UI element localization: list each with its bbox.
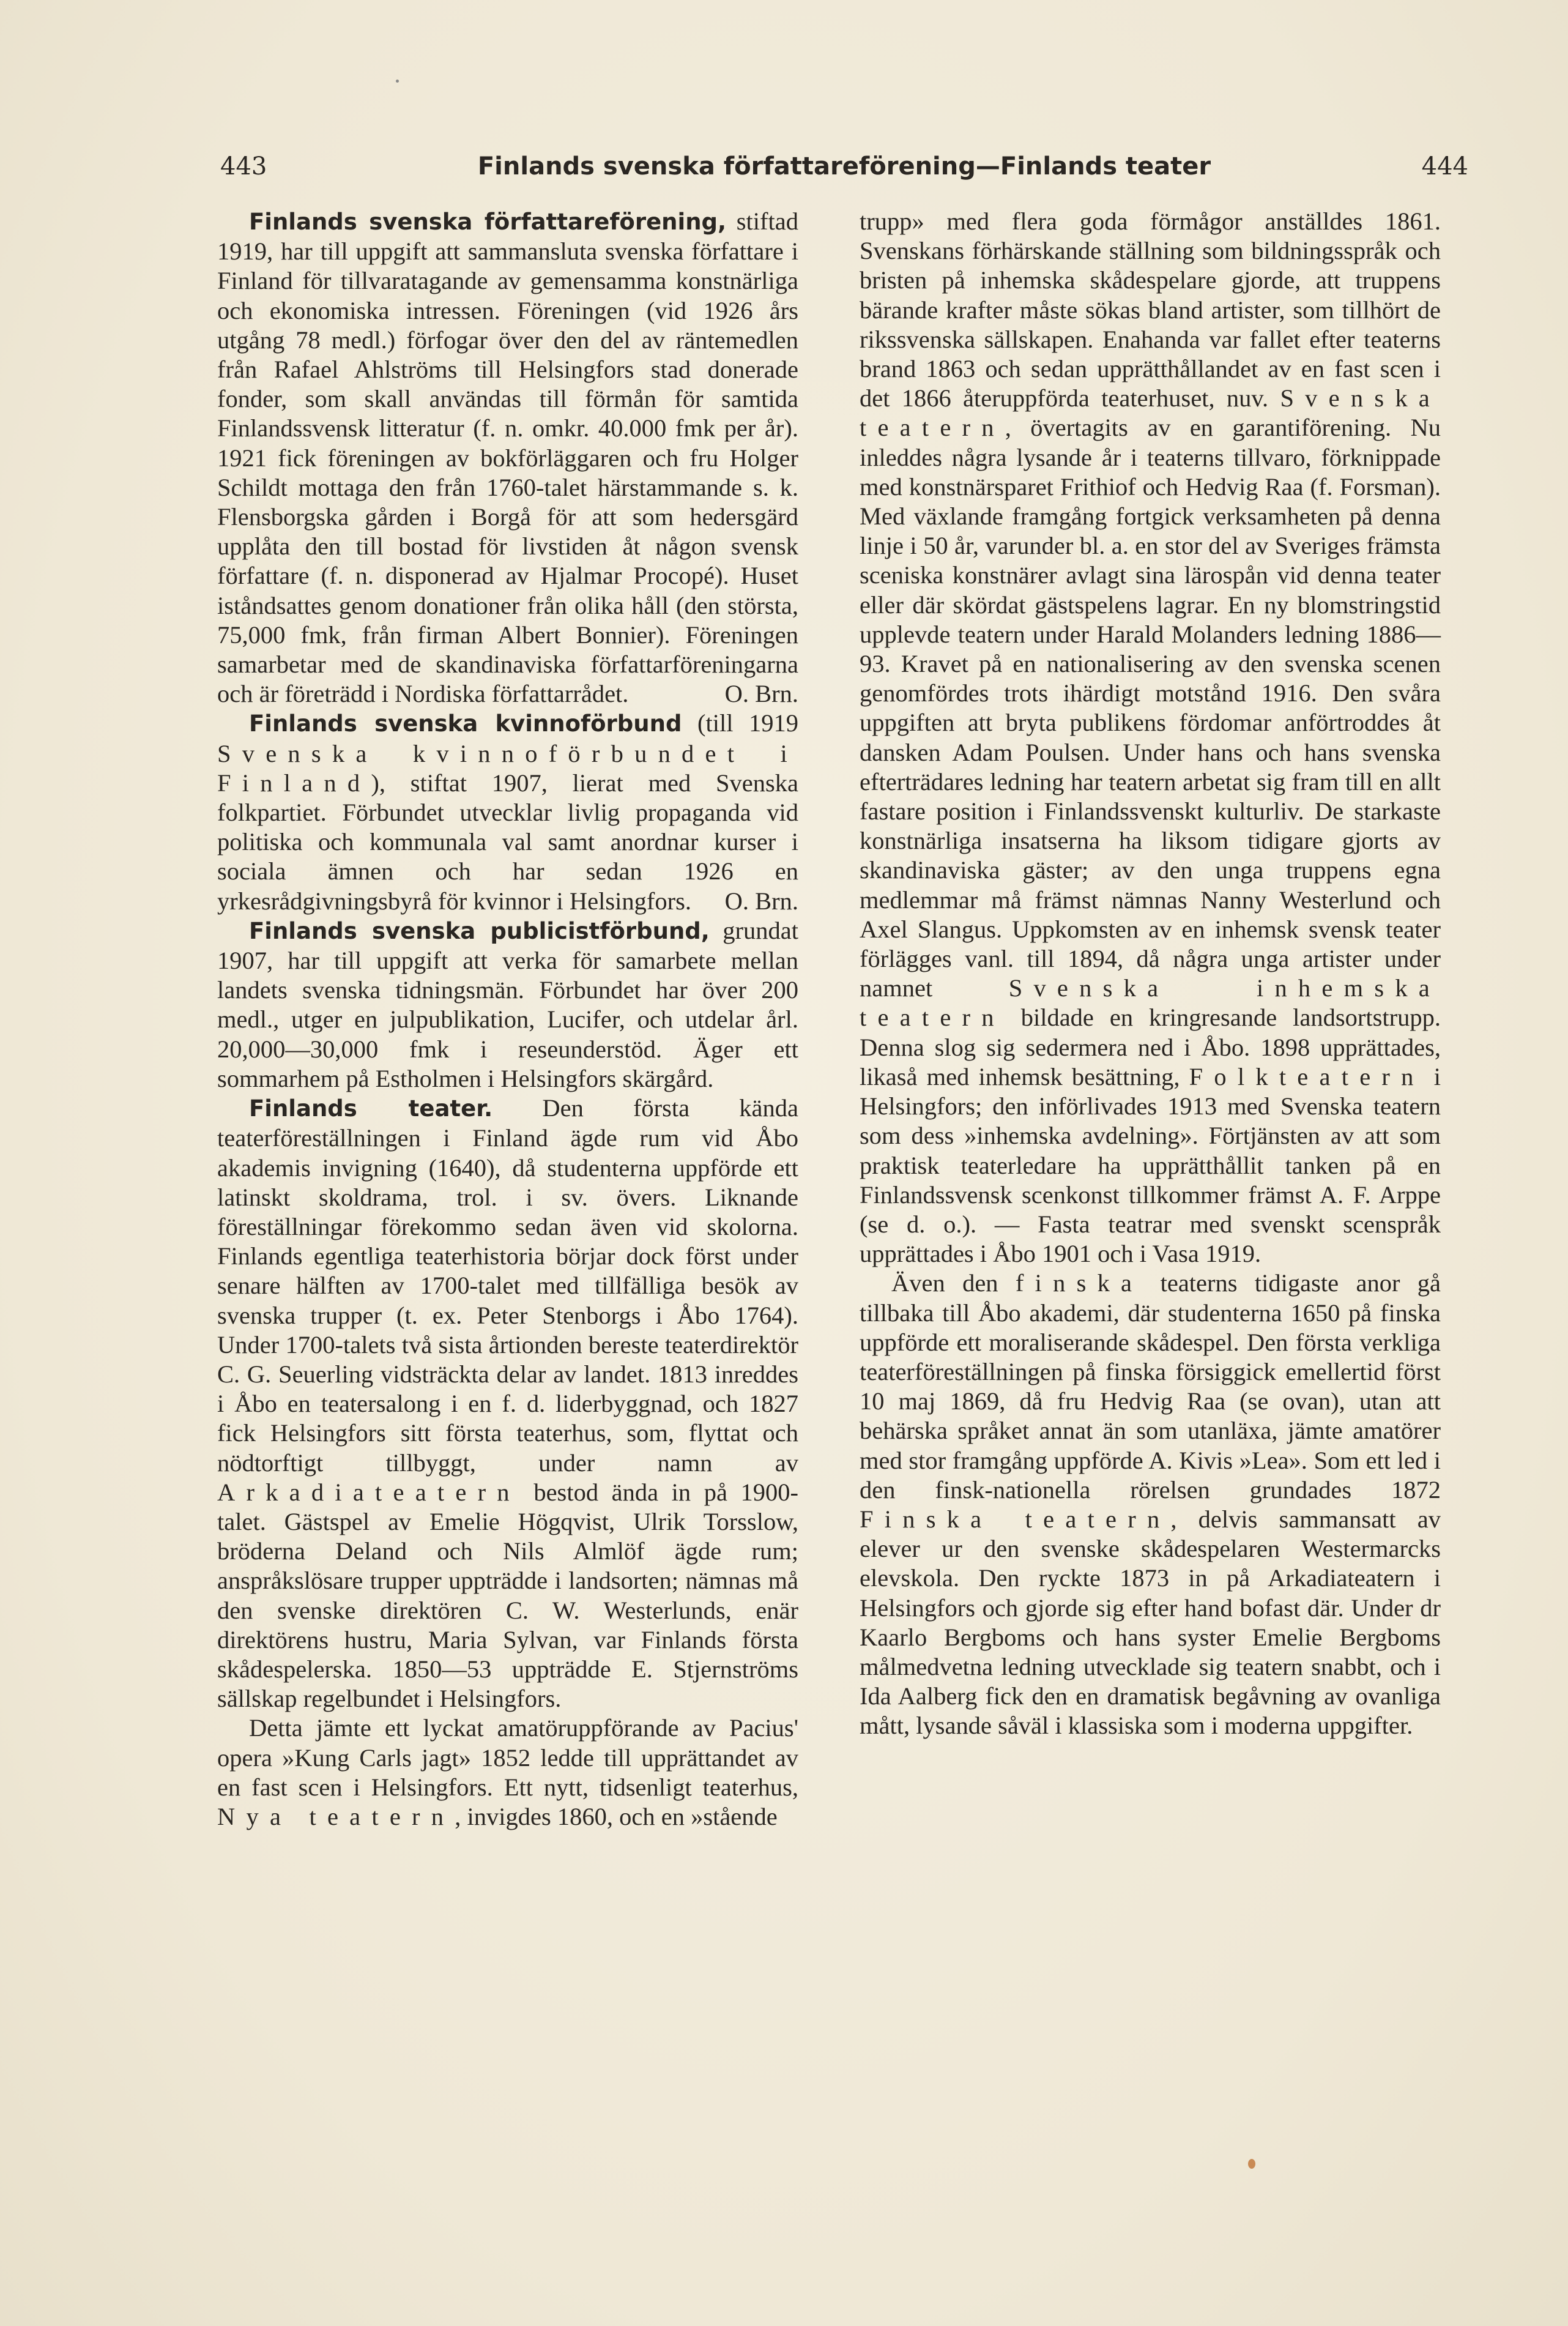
page-number-right: 444 [1421,152,1468,181]
paragraph-finska-teatern [860,1269,1441,1740]
entry-text: trupp» med flera goda förmågor anställdes 1861. Svenskans förhärskande ställning som bildningsspråk och bristen på inhemska skådespelare gjorde, att truppens bärande krafter måste sökas bland artister, som tillhört de rikssvenska sällskapen. Enahanda var fallet efter teaterns brand 1863 och sedan upprätthållandet av en fast scen i det 1866 återuppförda teaterhuset, nuv. [860,207,1441,412]
entry-text: Den första kända teaterföreställningen i Finland ägde rum vid Åbo akademis invigning (1640), då studenterna uppförde ett latinskt skoldrama, trol. i sv. övers. Liknande föreställningar förekommo sedan även vid skolorna. Finlands egentliga teaterhistoria börjar dock först under senare hälften av 1700-talet med tillfälliga besök av svenska trupper (t. ex. Peter Stenborgs i Åbo 1764). Under 1700-talets två sista årtionden bereste teaterdirektör C. G. Seuerling vidsträckta delar av landet. 1813 inreddes i Åbo en teatersalong i en f. d. liderbyggnad, och 1827 fick Helsingfors sitt första teaterhus, som, flyttat och nödtorftigt tillbyggt, under namn av [217,1094,798,1477]
running-title: Finlands svenska författareförening—Finlands teater [477,152,1211,181]
entry-publicistforbund [217,916,798,1094]
entry-text: bildade en kringresande landsortstrupp. Denna slog sig sedermera ned i Åbo. 1898 upprättades, likaså med inhemsk besättning, [860,1004,1441,1090]
entry-heading: Finlands svenska publicistförbund, [249,917,710,944]
spaced-name: Finska teatern [860,1505,1171,1533]
entry-heading: Finlands svenska författareförening, [249,209,727,235]
entry-finlands-teater [217,1094,798,1713]
spaced-name: Svenska teatern [860,384,1441,442]
paragraph-svenska-teatern [860,207,1441,1269]
entry-text: stiftad 1919, har till uppgift att sammansluta svenska författare i Finland för tillvaratagande av gemensamma konstnärliga och ekonomiska intressen. Föreningen (vid 1926 års utgång 78 medl.) förfogar över den del av räntemedlen från Rafael Ahlströms till Helsingfors stad donerade fonder, som skall användas till förmån för samtida Finlandssvensk litteratur (f. n. omkr. 40.000 fmk per år). 1921 fick föreningen av bokförläggaren och fru Holger Schildt mottaga den från 1760-talet härstammande s. k. Flensborgska gården i Borgå för att som hedersgärd upplåta den till bostad för livstiden åt någon svensk författare (f. n. disponerad av Hjalmar Procopé). Huset iståndsattes genom donationer från olika håll (den största, 75,000 fmk, från firman Albert Bonnier). Föreningen samarbetar med de skandinaviska författarföreningarna och är företrädd i Nordiska författarrådet. [217,207,798,708]
spaced-name: Svenska inhemska teatern [860,974,1441,1032]
entry-text: (till 1919 [682,709,798,737]
entry-heading: Finlands teater. [249,1095,493,1122]
signature: O. Brn. [724,680,798,708]
entry-text: , invigdes 1860, och en »stående [455,1802,778,1830]
spaced-name: Nya teatern [217,1802,455,1830]
entry-text: Även den [891,1269,1016,1297]
entry-text: bestod ända in på 1900-talet. Gästspel av Emelie Högqvist, Ulrik Torsslow, bröderna Deland och Nils Almlöf ägde rum; anspråkslösare trupper uppträdde i landsorten; nämnas må den svenske direktören C. W. Westerlunds, enär direktörens hustru, Maria Sylvan, var Finlands första skådespelerska. 1850—53 uppträdde E. Stjernströms sällskap regelbundet i Helsingfors. [217,1478,798,1713]
entry-heading: Finlands svenska kvinnoförbund [249,710,682,737]
entry-forfattareforening [217,207,798,709]
spaced-name: finska [1015,1269,1143,1297]
paragraph-nya-teatern [217,1713,798,1832]
spaced-name: Svenska kvinnoförbundet i Finland [217,739,798,797]
paper-speck [396,80,399,83]
signature: O. Brn. [724,887,798,915]
spaced-name: Folkteatern [1189,1062,1425,1090]
right-column [860,207,1441,1741]
page-number-left: 443 [220,152,267,181]
entry-text: ), stiftat 1907, lierat med Svenska folkpartiet. Förbundet utvecklar livlig propaganda vid politiska och kommunala val samt anordnar kurser i sociala ämnen och har sedan 1926 en yrkesrådgivningsbyrå för kvinnor i Helsingfors. [217,769,798,915]
entry-text: i Helsingfors; den införlivades 1913 med Svenska teatern som dess »inhemska avdelning». Förtjänsten av att som praktisk teaterledare ha upprätthållit tanken på en Finlandssvensk scenkonst tillkommer främst A. F. Arppe (se d. o.). — Fasta teatrar med svenskt scenspråk upprättades i Åbo 1901 och i Vasa 1919. [860,1062,1441,1268]
entry-text: teaterns tidigaste anor gå tillbaka till Åbo akademi, där studenterna 1650 på finska uppförde ett moraliserande skådespel. Den första verkliga teaterföreställningen på finska försiggick emellertid först 10 maj 1869, då fru Hedvig Raa (se ovan), utan att behärska språket annat än som utanläxa, jämte amatörer med stor framgång uppförde A. Kivis »Lea». Som ett led i den finsk-nationella rörelsen grundades 1872 [860,1269,1441,1504]
entry-kvinnoforbund [217,709,798,915]
entry-text: , delvis sammansatt av elever ur den svenske skådespelaren Westermarcks elevskola. Den ryckte 1873 in på Arkadiateatern i Helsingfors och gjorde sig efter hand bofast där. Under dr Kaarlo Bergboms och hans syster Emelie Bergboms målmedvetna ledning utvecklade sig teatern snabbt, och i Ida Aalberg fick den en dramatisk begåvning av ovanliga mått, lysande såväl i klassiska som i moderna uppgifter. [860,1505,1441,1740]
entry-text: , övertagits av en garantiförening. Nu inleddes några lysande år i teaterns tillvaro, förknippade med konstnärsparet Frithiof och Hedvig Raa (f. Forsman). Med växlande framgång fortgick verksamheten på denna linje i 50 år, varunder bl. a. en stor del av Sveriges främsta sceniska konstnärer avlagt sina lärospån vid denna teater eller där skördat gästspelens lagrar. En ny blomstringstid upplevde teatern under Harald Molanders ledning 1886—93. Kravet på en nationalisering av den svenska scenen genomfördes trots ihärdigt motstånd 1916. Den svåra uppgiften att bryta publikens fördomar anförtroddes åt dansken Adam Poulsen. Under hans och hans svenska efterträdares ledning har teatern arbetat sig fram till en allt fastare position i Finlandssvenskt kulturliv. De starkaste konstnärliga insatserna ha liksom tidigare gjorts av skandinaviska gäster; av den unga truppens egna medlemmar må främst nämnas Nanny Westerlund och Axel Slangus. Uppkomsten av en inhemsk svensk teater förlägges vanl. till 1894, då några unga artister under namnet [860,414,1441,1002]
entry-text: Detta jämte ett lyckat amatöruppförande av Pacius' opera »Kung Carls jagt» 1852 ledde till upprättandet av en fast scen i Helsingfors. Ett nytt, tidsenligt teaterhus, [217,1714,798,1801]
entry-text: grundat 1907, har till uppgift att verka för samarbete mellan landets svenska tidningsmän. Förbundet har över 200 medl., utger en julpublikation, Lucifer, och utdelar årl. 20,000—30,000 fmk i reseunderstöd. Äger ett sommarhem på Estholmen i Helsingfors skärgård. [217,916,798,1092]
page-header [220,148,1468,185]
left-column [217,207,798,1832]
spaced-name: Arkadiateatern [217,1478,521,1506]
ink-dot [1248,2159,1255,2169]
